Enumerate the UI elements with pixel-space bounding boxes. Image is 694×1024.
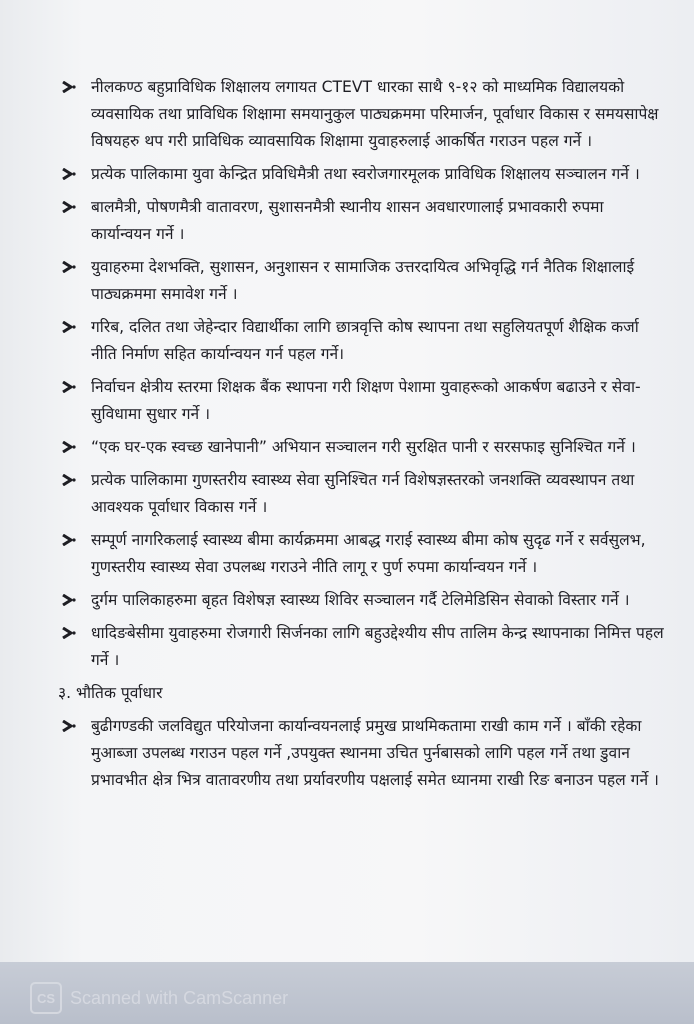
list-item xyxy=(58,254,666,308)
list-item xyxy=(58,194,666,248)
list-item-text: नीलकण्ठ बहुप्राविधिक शिक्षालय लगायत CTEVT धारका साथै ९-१२ को माध्यमिक विद्यालयको व्यवसायिक तथा प्राविधिक शिक्षामा समयानुकुल पाठ्यक्रममा परिमार्जन, पूर्वाधार विकास र समयसापेक्ष विषयहरु थप गरी प्राविधिक व्यावसायिक शिक्षामा युवाहरुलाई आकर्षित गराउन पहल गर्ने । xyxy=(91,78,659,150)
list-item-text: धादिङबेसीमा युवाहरुमा रोजगारी सिर्जनका लागि बहुउद्देश्यीय सीप तालिम केन्द्र स्थापनाका निमित्त पहल गर्ने । xyxy=(91,624,664,669)
list-item xyxy=(58,527,666,581)
arrow-bullet-icon xyxy=(61,527,79,554)
list-item-text: बालमैत्री, पोषणमैत्री वातावरण, सुशासनमैत्री स्थानीय शासन अवधारणालाई प्रभावकारी रुपमा कार्यान्वयन गर्ने । xyxy=(91,198,604,243)
scanner-watermark xyxy=(30,982,288,1014)
list-item xyxy=(58,587,666,614)
list-item xyxy=(58,161,666,188)
list-item xyxy=(58,467,666,521)
section-heading: ३. भौतिक पूर्वाधार xyxy=(58,684,163,702)
arrow-bullet-icon xyxy=(61,74,79,101)
arrow-bullet-icon xyxy=(61,434,79,461)
list-item-text: “एक घर-एक स्वच्छ खानेपानी” अभियान सञ्चालन गरी सुरक्षित पानी र सरसफाइ सुनिश्चित गर्ने । xyxy=(91,438,636,456)
list-item-text: सम्पूर्ण नागरिकलाई स्वास्थ्य बीमा कार्यक्रममा आबद्ध गराई स्वास्थ्य बीमा कोष सुदृढ गर्ने र सर्वसुलभ, गुणस्तरीय स्वास्थ्य सेवा उपलब्ध गराउने नीति लागू र पुर्ण रुपमा कार्यान्वयन गर्ने । xyxy=(91,531,646,576)
arrow-bullet-icon xyxy=(61,620,79,647)
list-item xyxy=(58,314,666,368)
arrow-bullet-icon xyxy=(61,587,79,614)
list-item-text: गरिब, दलित तथा जेहेन्दार विद्यार्थीका लागि छात्रवृत्ति कोष स्थापना तथा सहुलियतपूर्ण शैक्षिक कर्जा नीति निर्माण सहित कार्यान्वयन गर्न पहल गर्ने। xyxy=(91,318,639,363)
list-item xyxy=(58,434,666,461)
list-item xyxy=(58,713,666,794)
list-item-text: प्रत्येक पालिकामा गुणस्तरीय स्वास्थ्य सेवा सुनिश्चित गर्न विशेषज्ञस्तरको जनशक्ति व्यवस्थापन तथा आवश्यक पूर्वाधार विकास गर्ने । xyxy=(91,471,635,516)
arrow-bullet-icon xyxy=(61,194,79,221)
arrow-bullet-icon xyxy=(61,467,79,494)
arrow-bullet-icon xyxy=(61,713,79,740)
document-content xyxy=(58,74,666,800)
watermark-text: Scanned with CamScanner xyxy=(70,987,289,1008)
list-item xyxy=(58,374,666,428)
arrow-bullet-icon xyxy=(61,254,79,281)
list-item-text: बुढीगण्डकी जलविद्युत परियोजना कार्यान्वयनलाई प्रमुख प्राथमिकतामा राखी काम गर्ने । बाँकी रहेका मुआब्जा उपलब्ध गराउन पहल गर्ने ,उपयुक्त स्थानमा उचित पुर्नबासको लागि पहल गर्ने तथा डुवान प्रभावभीत क्षेत्र भित्र वातावरणीय तथा प्रर्यावरणीय पक्षलाई समेत ध्यानमा राखी रिङ बनाउन पहल गर्ने । xyxy=(91,717,659,789)
list-item-text: निर्वाचन क्षेत्रीय स्तरमा शिक्षक बैंक स्थापना गरी शिक्षण पेशामा युवाहरूको आकर्षण बढाउने र सेवा- सुविधामा सुधार गर्ने । xyxy=(91,378,641,423)
list-item xyxy=(58,620,666,674)
arrow-bullet-icon xyxy=(61,314,79,341)
list-item-text: दुर्गम पालिकाहरुमा बृहत विशेषज्ञ स्वास्थ्य शिविर सञ्चालन गर्दै टेलिमेडिसिन सेवाको विस्तार गर्ने । xyxy=(91,591,630,609)
list-item xyxy=(58,74,666,155)
arrow-bullet-icon xyxy=(61,374,79,401)
list-item-text: युवाहरुमा देशभक्ति, सुशासन, अनुशासन र सामाजिक उत्तरदायित्व अभिवृद्धि गर्न नैतिक शिक्षालाई पाठ्यक्रममा समावेश गर्ने । xyxy=(91,258,635,303)
arrow-bullet-icon xyxy=(61,161,79,188)
list-item-text: प्रत्येक पालिकामा युवा केन्द्रित प्रविधिमैत्री तथा स्वरोजगारमूलक प्राविधिक शिक्षालय सञ्चालन गर्ने । xyxy=(91,165,640,183)
camscanner-logo-icon: CS xyxy=(30,982,62,1014)
scanner-footer xyxy=(0,962,694,1024)
